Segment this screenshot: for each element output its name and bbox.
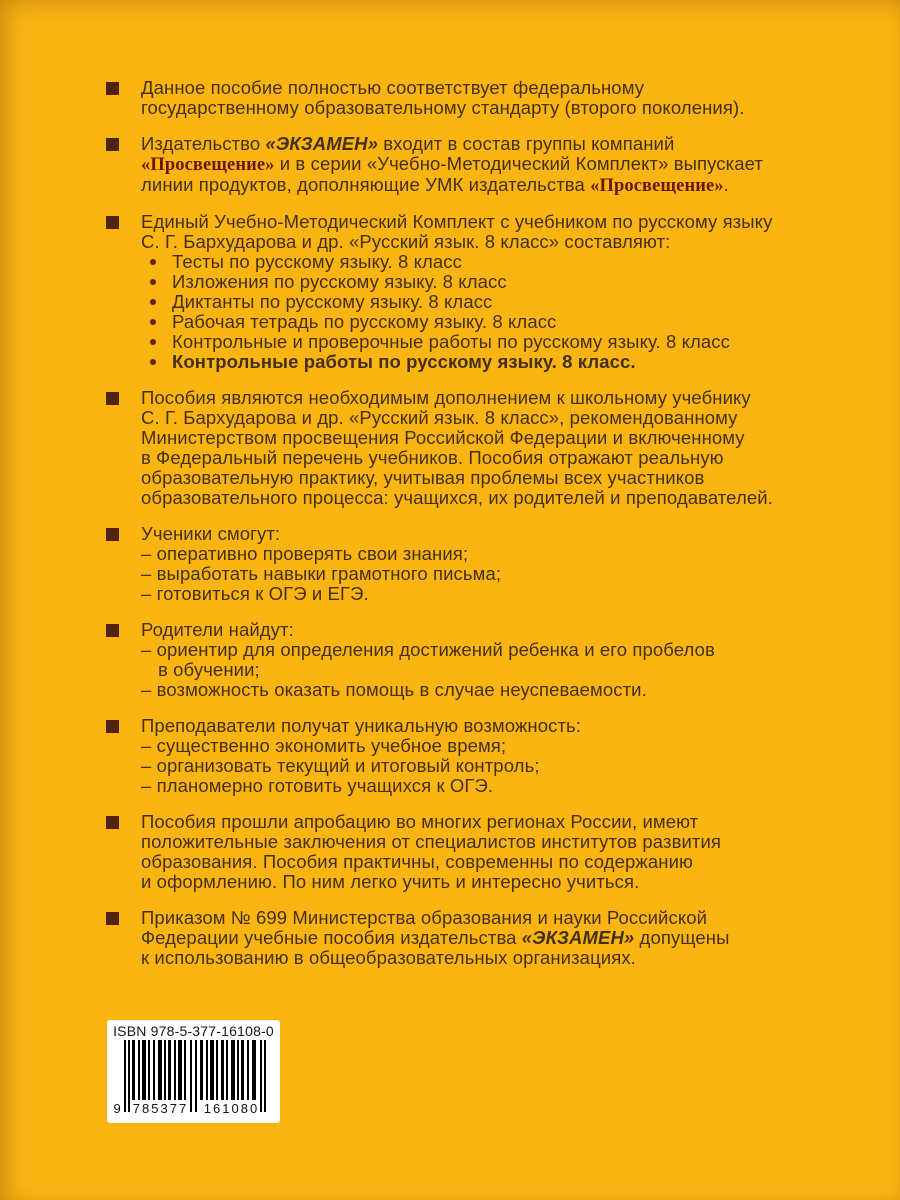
publisher-text xyxy=(141,134,763,196)
text-run: входит в состав группы компаний xyxy=(378,133,675,154)
teachers-text xyxy=(141,716,581,796)
text-run: линии продуктов, дополняющие УМК издательства xyxy=(141,174,591,195)
text-line: Министерством просвещения Российской Федерации и включенному xyxy=(141,427,745,448)
students-text xyxy=(141,524,501,604)
barcode-digits xyxy=(114,1101,274,1119)
series-item-label: Контрольные работы по русскому языку. 8 класс. xyxy=(172,351,636,372)
bullet-item-umk-set xyxy=(106,212,844,372)
text-run: допущены xyxy=(634,927,730,948)
text-line: образования. Пособия практичны, современны по содержанию xyxy=(141,851,694,872)
dash-line: – возможность оказать помощь в случае неуспеваемости. xyxy=(141,679,647,700)
isbn-block xyxy=(107,1020,280,1123)
text-line: С. Г. Бархударова и др. «Русский язык. 8 класс», рекомендованному xyxy=(141,407,738,428)
isbn-label: ISBN 978-5-377-16108-0 xyxy=(113,1023,274,1039)
dot-bullet-icon xyxy=(150,359,156,365)
dash-line: – планомерно готовить учащихся к ОГЭ. xyxy=(141,775,494,796)
square-bullet-icon xyxy=(106,82,119,95)
text-line: Единый Учебно-Методический Комплект с учебником по русскому языку xyxy=(141,211,773,232)
supplement-text xyxy=(141,388,773,508)
square-bullet-icon xyxy=(106,216,119,229)
cover-text-content xyxy=(106,78,844,1123)
section-header: Ученики смогут: xyxy=(141,523,281,544)
bullet-item-teachers xyxy=(106,716,844,796)
approbation-text xyxy=(141,812,721,892)
series-list-item xyxy=(150,272,772,292)
text-line: государственному образовательному стандарту (второго поколения). xyxy=(141,97,745,118)
order-text xyxy=(141,908,730,968)
text-run: . xyxy=(723,174,729,195)
square-bullet-icon xyxy=(106,392,119,405)
bullet-item-parents xyxy=(106,620,844,700)
fgos-text xyxy=(141,78,744,118)
text-line: в Федеральный перечень учебников. Пособия отражают реальную xyxy=(141,447,724,468)
series-item-label: Изложения по русскому языку. 8 класс xyxy=(172,271,507,292)
dot-bullet-icon xyxy=(150,299,156,305)
ean-barcode xyxy=(114,1040,274,1120)
series-item-label: Диктанты по русскому языку. 8 класс xyxy=(172,291,493,312)
text-line: Пособия прошли апробацию во многих регионах России, имеют xyxy=(141,811,699,832)
brand-ekzamen: «ЭКЗАМЕН» xyxy=(521,927,635,948)
dash-line: – существенно экономить учебное время; xyxy=(141,735,507,756)
dash-line-continuation: в обучении; xyxy=(158,659,260,680)
square-bullet-icon xyxy=(106,138,119,151)
bullet-item-order-699 xyxy=(106,908,844,968)
bullet-item-publisher xyxy=(106,134,844,196)
text-line: Пособия являются необходимым дополнением к школьному учебнику xyxy=(141,387,751,408)
umk-set-text xyxy=(141,212,772,372)
text-line: Приказом № 699 Министерства образования и науки Российской xyxy=(141,907,708,928)
square-bullet-icon xyxy=(106,624,119,637)
bullet-item-fgos xyxy=(106,78,844,118)
square-bullet-icon xyxy=(106,720,119,733)
square-bullet-icon xyxy=(106,816,119,829)
series-list-item xyxy=(150,292,772,312)
text-line: образовательного процесса: учащихся, их родителей и преподавателей. xyxy=(141,487,773,508)
section-header: Преподаватели получат уникальную возможность: xyxy=(141,715,582,736)
brand-ekzamen: «ЭКЗАМЕН» xyxy=(265,133,379,154)
dot-bullet-icon xyxy=(150,319,156,325)
dash-line: – оперативно проверять свои знания; xyxy=(141,543,469,564)
dash-line: – готовиться к ОГЭ и ЕГЭ. xyxy=(141,583,369,604)
barcode-digits-group2: 161080 xyxy=(203,1101,260,1116)
dash-line: – организовать текущий и итоговый контроль; xyxy=(141,755,540,776)
text-line xyxy=(141,134,763,154)
dot-bullet-icon xyxy=(150,339,156,345)
dot-bullet-icon xyxy=(150,279,156,285)
bullet-item-supplement xyxy=(106,388,844,508)
text-line: положительные заключения от специалистов институтов развития xyxy=(141,831,722,852)
bullet-item-students xyxy=(106,524,844,604)
text-run: и в серии «Учебно-Методический Комплект» выпускает xyxy=(274,153,763,174)
text-line: и оформлению. По ним легко учить и интересно учиться. xyxy=(141,871,640,892)
dot-bullet-icon xyxy=(150,259,156,265)
text-line: Данное пособие полностью соответствует федеральному xyxy=(141,77,645,98)
dash-line: – выработать навыки грамотного письма; xyxy=(141,563,502,584)
text-line xyxy=(141,175,763,196)
brand-prosveshchenie: «Просвещение» xyxy=(141,155,275,175)
text-run: Издательство xyxy=(141,133,266,154)
parents-text xyxy=(141,620,715,700)
barcode-digits-group1: 785377 xyxy=(132,1101,189,1116)
series-list-item-current xyxy=(150,352,772,372)
brand-prosveshchenie: «Просвещение» xyxy=(590,176,724,196)
series-item-label: Рабочая тетрадь по русскому языку. 8 класс xyxy=(172,311,557,332)
section-header: Родители найдут: xyxy=(141,619,294,640)
series-list-item xyxy=(150,252,772,272)
text-line xyxy=(141,928,730,948)
text-line: С. Г. Бархударова и др. «Русский язык. 8 класс» составляют: xyxy=(141,231,671,252)
series-list-item xyxy=(150,312,772,332)
series-item-label: Контрольные и проверочные работы по русскому языку. 8 класс xyxy=(172,331,730,352)
dash-line: – ориентир для определения достижений ребенка и его пробелов xyxy=(141,639,715,660)
bullet-item-approbation xyxy=(106,812,844,892)
square-bullet-icon xyxy=(106,528,119,541)
text-line: к использованию в общеобразовательных организациях. xyxy=(141,947,636,968)
text-line: образовательную практику, учитывая проблемы всех участников xyxy=(141,467,705,488)
text-run: Федерации учебные пособия издательства xyxy=(141,927,522,948)
square-bullet-icon xyxy=(106,912,119,925)
barcode-digit-lead: 9 xyxy=(113,1101,121,1116)
series-list-item xyxy=(150,332,772,352)
text-line xyxy=(141,154,763,175)
series-item-label: Тесты по русскому языку. 8 класс xyxy=(172,251,462,272)
